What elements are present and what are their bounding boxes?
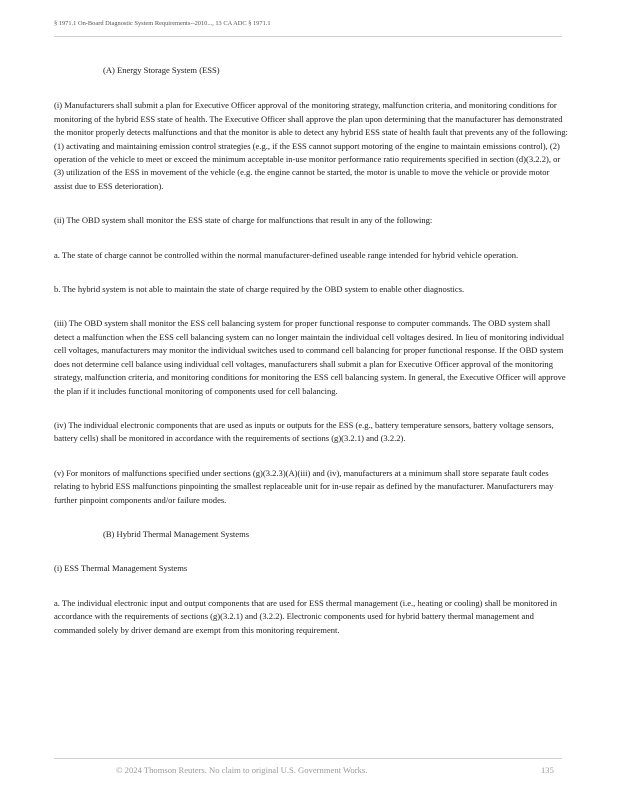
footer-divider — [54, 758, 562, 759]
paragraph-a-ii-b: b. The hybrid system is not able to maintain the state of charge required by the OBD system to enable other diagnostics. — [54, 284, 465, 295]
document-body — [54, 52, 568, 637]
footer-copyright: © 2024 Thomson Reuters. No claim to original U.S. Government Works. — [116, 765, 368, 775]
page-number: 135 — [541, 765, 554, 775]
section-heading-a: (A) Energy Storage System (ESS) — [103, 65, 220, 75]
paragraph-b-i: (i) ESS Thermal Management Systems — [54, 563, 188, 574]
paragraph-b-i-a: a. The individual electronic input and output components that are used for ESS thermal management (i.e., heating or cooling) shall be monitored in accordance with the requirements of sections (g)(3.2.1) and (3.2.2). Electronic components used for hybrid battery thermal management and commanded solely by driver demand are exempt from this monitoring requirement. — [54, 597, 558, 635]
paragraph-a-v: (v) For monitors of malfunctions specified under sections (g)(3.2.3)(A)(iii) and (iv), manufacturers at a minimum shall store separate fault codes relating to hybrid ESS malfunctions pinpointing the smallest replaceable unit for in-use repair as defined by the manufacturer. Manufacturers may further pinpoint components and/or failure modes. — [54, 467, 554, 505]
paragraph-a-ii: (ii) The OBD system shall monitor the ESS state of charge for malfunctions that result in any of the following: — [54, 215, 433, 226]
paragraph-a-iii: (iii) The OBD system shall monitor the ESS cell balancing system for proper functional response to computer commands. The OBD system shall detect a malfunction when the ESS cell balancing system can no longer maintain the individual cell voltages desired. In lieu of monitoring individual cell voltages, manufacturers may monitor the individual switches used to command cell balancing for proper functional response. If the OBD system does not determine cell balance using individual cell voltages, manufacturers shall submit a plan for Executive Officer approval of the monitoring strategy, malfunction criteria, and monitoring conditions for monitoring the ESS cell balancing system. In general, the Executive Officer will approve the plan if it includes functional monitoring of components used for cell balancing. — [54, 318, 566, 396]
section-heading-b: (B) Hybrid Thermal Management Systems — [103, 528, 250, 539]
paragraph-a-ii-a: a. The state of charge cannot be controlled within the normal manufacturer-defined useable range intended for hybrid vehicle operation. — [54, 249, 519, 260]
running-head: § 1971.1 On-Board Diagnostic System Requirements--2010..., 13 CA ADC § 1971.1 — [54, 20, 562, 37]
paragraph-a-iv: (iv) The individual electronic components that are used as inputs or outputs for the ESS (e.g., battery temperature sensors, battery voltage sensors, battery cells) shall be monitored in accordance with the requirements of sections (g)(3.2.1) and (3.2.2). — [54, 419, 554, 444]
paragraph-a-i: (i) Manufacturers shall submit a plan for Executive Officer approval of the monitoring strategy, malfunction criteria, and monitoring conditions for monitoring of the hybrid ESS state of health. The Executive Officer shall approve the plan upon determining that the manufacturer has demonstrated the monitor properly detects malfunctions and that the monitor is able to detect any hybrid ESS state of health fault that prevents any of the following: (1) activating and maintaining emission control strategies (e.g., if the ESS cannot support motoring of the engine to maintain emissions control), (2) operation of the vehicle to meet or exceed the minimum acceptable in-use monitor performance ratio requirements specified in section (d)(3.2.2), or (3) utilization of the ESS in movement of the vehicle (e.g. the engine cannot be started, the motor is unable to move the vehicle or provide motor assist due to ESS deterioration). — [54, 100, 568, 191]
